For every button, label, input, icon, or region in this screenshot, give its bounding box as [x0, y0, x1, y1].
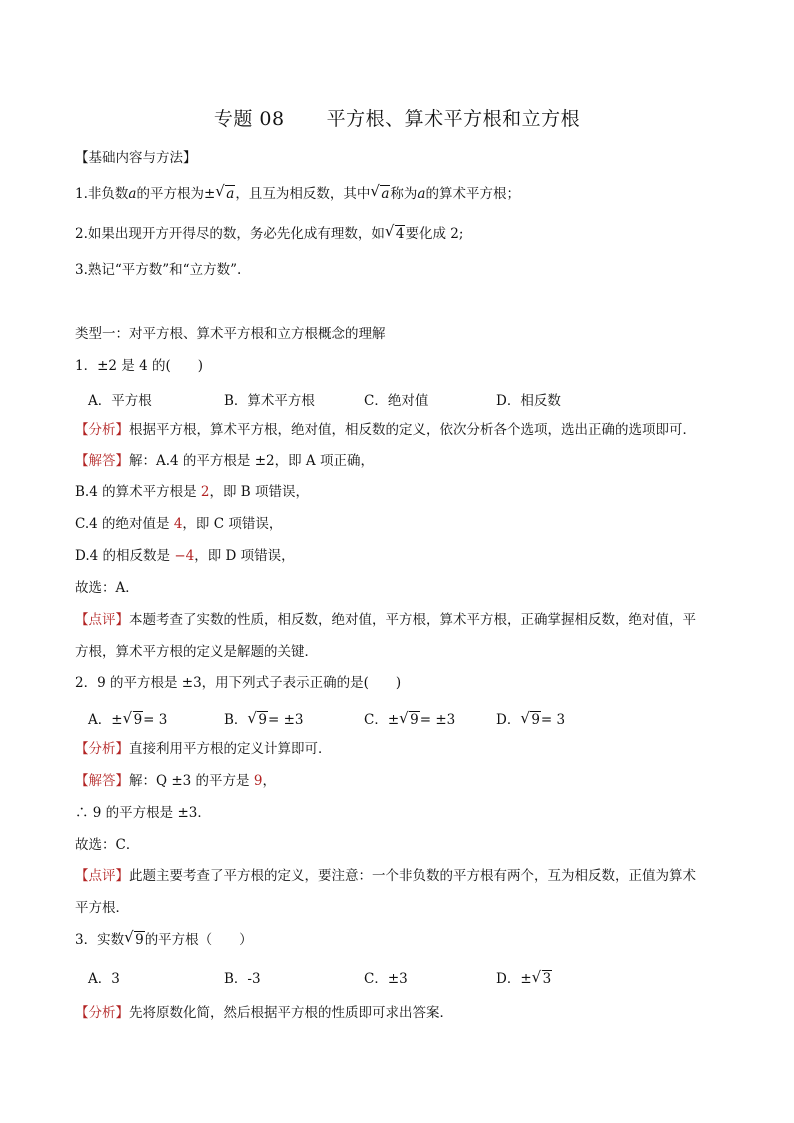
- question-2-answer-b: ∴ 9 的平方根是 ±3．: [75, 805, 211, 821]
- title-text: 平方根、算术平方根和立方根: [326, 108, 581, 130]
- option-b: B．算术平方根: [224, 393, 315, 409]
- question-3-analysis: 【分析】先将原数化简，然后根据平方根的性质即可求出答案．: [75, 1005, 453, 1021]
- question-2-answer: 【解答】解：Q ±3 的平方是 9，: [75, 773, 276, 789]
- option-b: B．√ 9= ±3: [224, 708, 304, 728]
- option-a: A．平方根: [88, 393, 152, 409]
- question-3-stem: 3．实数√ 9的平方根（ ）: [75, 930, 735, 950]
- sqrt-symbol: √ a: [216, 184, 235, 204]
- question-2-comment-cont: 平方根．: [75, 900, 129, 916]
- page-title: [0, 104, 794, 131]
- basics-item-3: 3.熟记“平方数”和“立方数”.: [75, 262, 242, 278]
- option-d: D．相反数: [496, 393, 561, 409]
- sqrt-symbol: √ 9: [125, 930, 145, 950]
- sqrt-symbol: √ 4: [386, 224, 406, 244]
- question-2-analysis: 【分析】直接利用平方根的定义计算即可．: [75, 741, 332, 757]
- option-c: C．±3: [364, 971, 408, 987]
- question-1-answer: 【解答】解：A.4 的平方根是 ±2，即 A 项正确，: [75, 453, 374, 469]
- question-1-comment-cont: 方根，算术平方根的定义是解题的关键．: [75, 644, 318, 660]
- basics-item-2: 2.如果出现开方开得尽的数，务必先化成有理数，如√ 4要化成 2;: [75, 224, 735, 244]
- question-1-answer-c: C.4 的绝对值是 4，即 C 项错误，: [75, 516, 283, 532]
- question-1-comment: 【点评】本题考查了实数的性质，相反数，绝对值，平方根，算术平方根，正确掌握相反数，绝对值，平: [75, 612, 696, 628]
- option-b: B．-3: [224, 971, 261, 987]
- sqrt-symbol: √ a: [371, 184, 390, 204]
- title-number: 专题 08: [213, 108, 285, 130]
- question-2-comment: 【点评】此题主要考查了平方根的定义，要注意：一个非负数的平方根有两个，互为相反数，正值为算术: [75, 868, 696, 884]
- question-1-answer-d: D.4 的相反数是 −4，即 D 项错误，: [75, 548, 295, 564]
- option-a: A．±√ 9= 3: [88, 708, 167, 728]
- option-a: A．3: [88, 971, 120, 987]
- question-1-answer-b: B.4 的算术平方根是 2，即 B 项错误，: [75, 484, 309, 500]
- option-c: C．绝对值: [364, 393, 429, 409]
- type-heading: 类型一：对平方根、算术平方根和立方根概念的理解: [75, 326, 386, 342]
- option-c: C．±√ 9= ±3: [364, 708, 455, 728]
- question-1-analysis: 【分析】根据平方根，算术平方根，绝对值，相反数的定义，依次分析各个选项，选出正确的选项即可．: [75, 422, 696, 438]
- question-2-stem: 2．9 的平方根是 ±3，用下列式子表示正确的是( ): [75, 675, 402, 691]
- basics-item-1: 1.非负数a的平方根为±√ a，且互为相反数，其中√ a称为a的算术平方根；: [75, 184, 735, 204]
- question-1-choice: 故选：A．: [75, 580, 139, 596]
- option-d: D．±√ 3: [496, 967, 552, 987]
- basics-header: 【基础内容与方法】: [75, 150, 197, 166]
- option-d: D．√ 9= 3: [496, 708, 565, 728]
- question-1-stem: 1．±2 是 4 的( ): [75, 358, 203, 374]
- question-2-choice: 故选：C．: [75, 837, 140, 853]
